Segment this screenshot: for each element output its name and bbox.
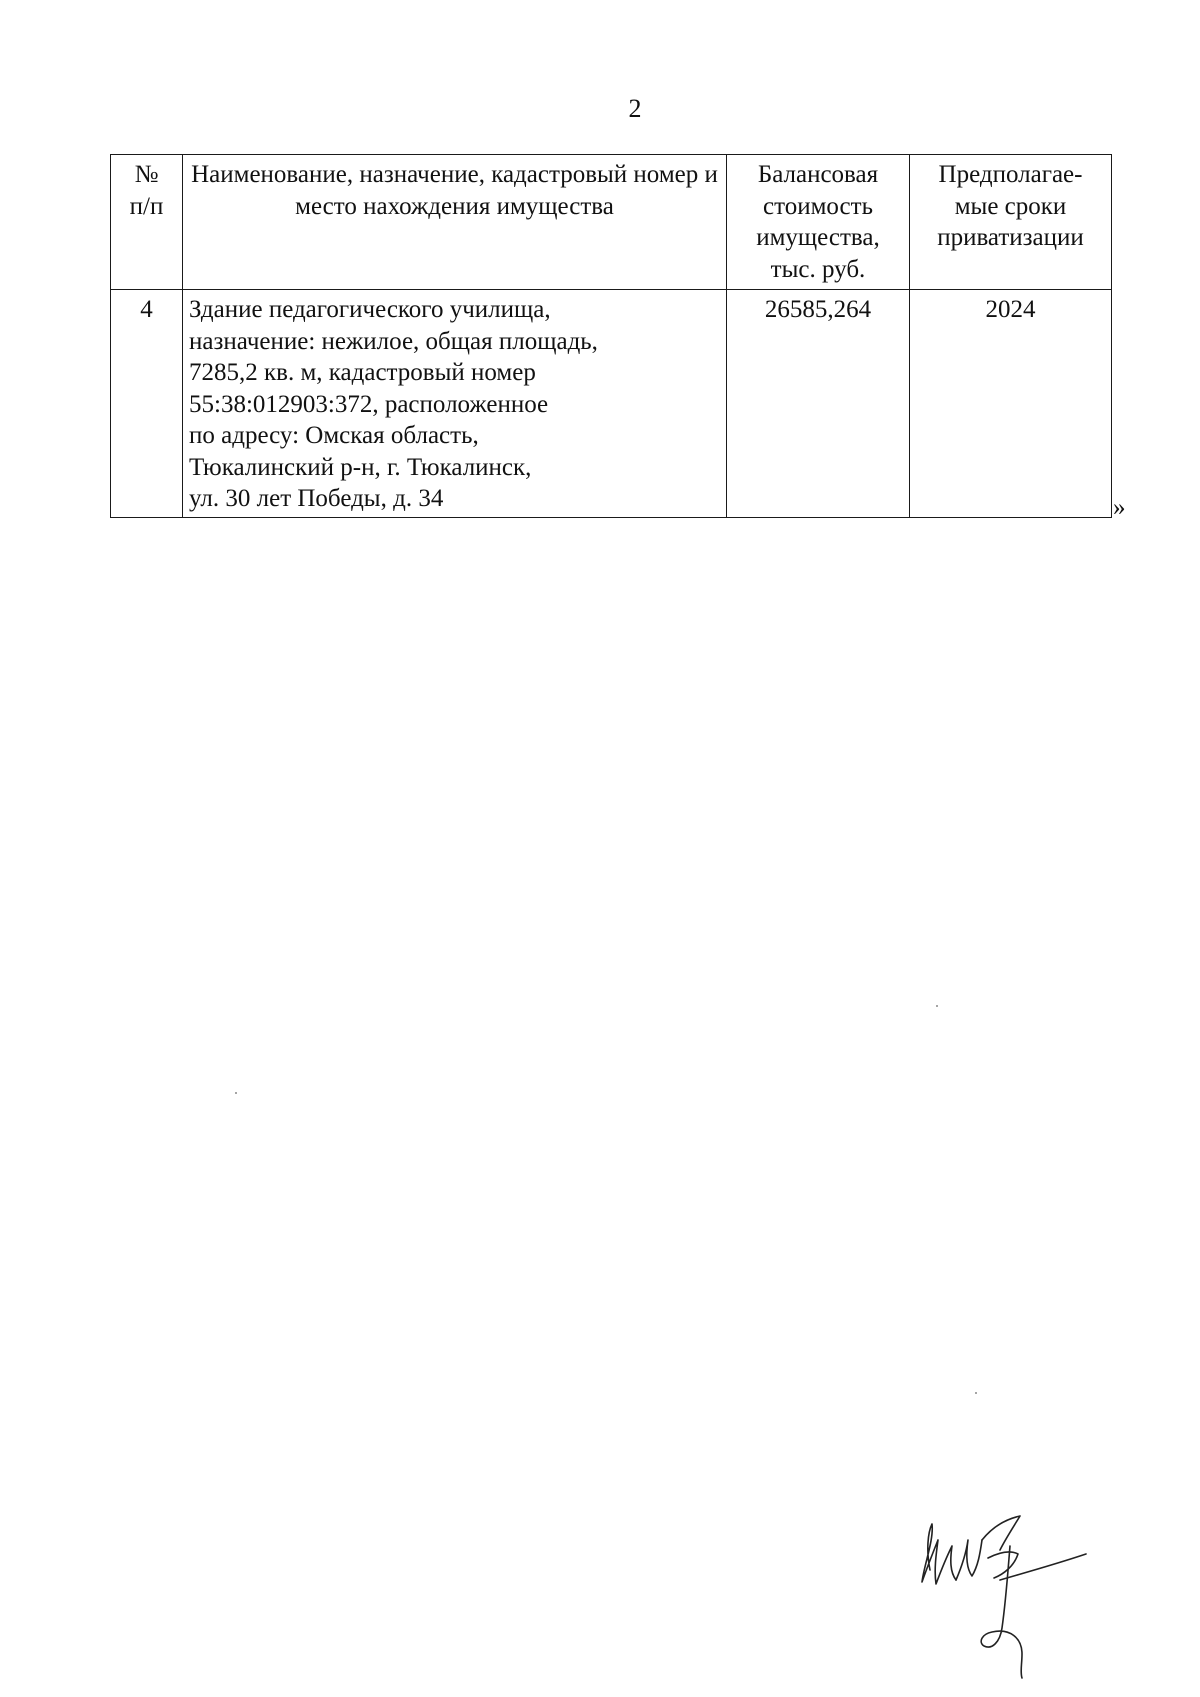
table-row	[111, 290, 1112, 518]
scan-speck	[975, 1392, 977, 1394]
property-description-cell: Здание педагогического училища, назначение: нежилое, общая площадь, 7285,2 кв. м, кадастровый номер 55:38:012903:372, расположенное по адресу: Омская область, Тюкалинский р-н, г. Тюкалинск, ул. 30 лет Победы, д. 34	[183, 290, 727, 518]
page-number: 2	[628, 94, 642, 123]
header-balance-cost: Балансовая стоимость имущества, тыс. руб.	[727, 155, 910, 290]
privatization-term-cell: 2024	[910, 290, 1112, 518]
scan-speck	[235, 1092, 237, 1094]
handwritten-signature	[910, 1510, 1090, 1680]
header-property-description: Наименование, назначение, кадастровый номер и место нахождения имущества	[183, 155, 727, 290]
header-privatization-term: Предполагае- мые сроки приватизации	[910, 155, 1112, 290]
closing-quote: »	[1113, 494, 1126, 521]
row-number-cell: 4	[111, 290, 183, 518]
scan-speck	[936, 1005, 938, 1007]
balance-cost-cell: 26585,264	[727, 290, 910, 518]
header-row-number: № п/п	[111, 155, 183, 290]
table-header-row	[111, 155, 1112, 290]
privatization-property-table	[110, 154, 1112, 518]
